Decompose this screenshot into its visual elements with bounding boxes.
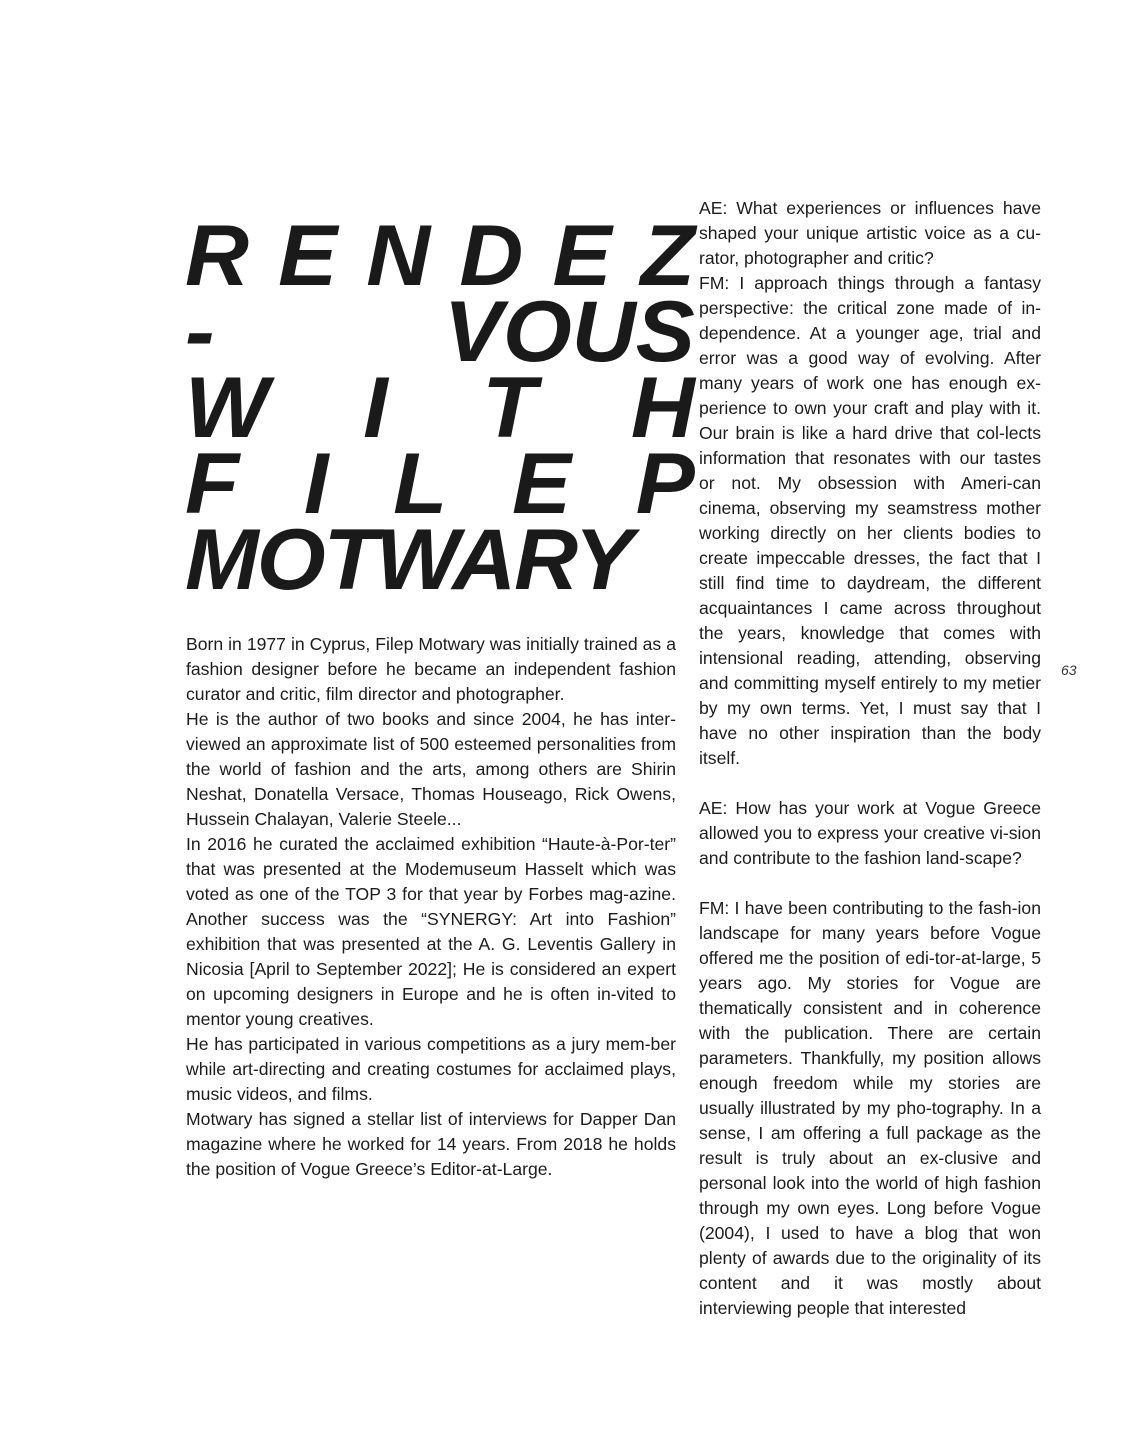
title-line-5	[185, 512, 695, 608]
bio-paragraph: Motwary has signed a stellar list of interviews for Dapper Dan magazine where he worked for 14 years. From 2018 he holds the position of Vogue Greece’s Editor-at-Large.	[186, 1109, 676, 1179]
title-letter: F	[185, 436, 240, 532]
interview-column	[699, 196, 1041, 1321]
title-letter: E	[278, 208, 338, 304]
title-letter: L	[393, 436, 448, 532]
title-letter: R	[185, 208, 249, 304]
title-dash: -	[185, 284, 215, 380]
title-letter: N	[366, 208, 431, 304]
title-line-1	[185, 208, 695, 304]
title-line-4	[185, 436, 695, 532]
interview-question: AE: How has your work at Vogue Greece allowed you to express your creative vi-sion and contribute to the fashion land-scape?	[699, 798, 1041, 868]
title-letter: H	[630, 360, 695, 456]
bio-paragraph: He is the author of two books and since 2004, he has inter-viewed an approximate list of 500 esteemed personalities from the world of fashion and the arts, among others are Shirin Neshat, Donatella Versace, Thomas Houseago, Rick Owens, Hussein Chalayan, Valerie Steele...	[186, 709, 676, 829]
title-line-3	[185, 360, 695, 456]
title-letter: E	[511, 436, 572, 532]
interview-question: AE: What experiences or influences have shaped your unique artistic voice as a cu-rator, photographer and critic?	[699, 198, 1041, 268]
interview-answer: FM: I have been contributing to the fash-ion landscape for many years before Vogue offered me the position of edi-tor-at-large, 5 years ago. My stories for Vogue are thematically consistent and in coherence with the publication. There are certain parameters. Thankfully, my position allows enough freedom while my stories are usually illustrated by my pho-tography. In a sense, I am offering a full package as the result is truly about an ex-clusive and personal look into the world of high fashion through my own eyes. Long before Vogue (2004), I used to have a blog that won plenty of awards due to the originality of its content and it was mostly about interviewing people that interested	[699, 898, 1041, 1318]
title-letter: I	[363, 360, 388, 456]
interview-answer: FM: I approach things through a fantasy perspective: the critical zone made of in-dependence. At a younger age, trial and error was a good way of evolving. After many years of work one has enough ex-perience to own your craft and play with it. Our brain is like a hard drive that col-lects information that resonates with our tastes or not. My obsession with Ameri-can cinema, observing my seamstress mother working directly on her clients bodies to create impeccable dresses, the fact that I still find time to daydream, the different acquaintances I came across throughout the years, knowledge that comes with intensional reading, attending, observing and committing myself entirely to my metier by my own terms. Yet, I must say that I have no other inspiration than the body itself.	[699, 273, 1041, 768]
bio-paragraph: Born in 1977 in Cyprus, Filep Motwary was initially trained as a fashion designer before he became an independent fashion curator and critic, film director and photographer.	[186, 634, 676, 704]
title-letter: I	[303, 436, 329, 532]
bio-paragraph: In 2016 he curated the acclaimed exhibition “Haute-à-Por-ter” that was presented at the Modemuseum Hasselt which was voted as one of the TOP 3 for that year by Forbes mag-azine. Another success was the “SYNERGY: Art into Fashion” exhibition that was presented at the A. G. Leventis Gallery in Nicosia [April to September 2022]; He is considered an expert on upcoming designers in Europe and he is often in-vited to mentor young creatives.	[186, 834, 676, 1029]
title-letter: D	[459, 208, 524, 304]
title-word: VOUS	[443, 284, 695, 380]
title-letter: W	[185, 360, 269, 456]
title-letter: E	[552, 208, 612, 304]
title-letter: T	[482, 360, 537, 456]
title-line-2	[185, 284, 695, 380]
title-letter: Z	[640, 208, 695, 304]
bio-paragraph: He has participated in various competitions as a jury mem-ber while art-directing and creating costumes for acclaimed plays, music videos, and films.	[186, 1034, 676, 1104]
bio-column	[186, 632, 676, 1182]
title-name: MOTWARY	[185, 512, 632, 608]
page-number: 63	[1061, 662, 1077, 678]
article-title	[185, 208, 695, 608]
title-letter: P	[635, 436, 695, 532]
